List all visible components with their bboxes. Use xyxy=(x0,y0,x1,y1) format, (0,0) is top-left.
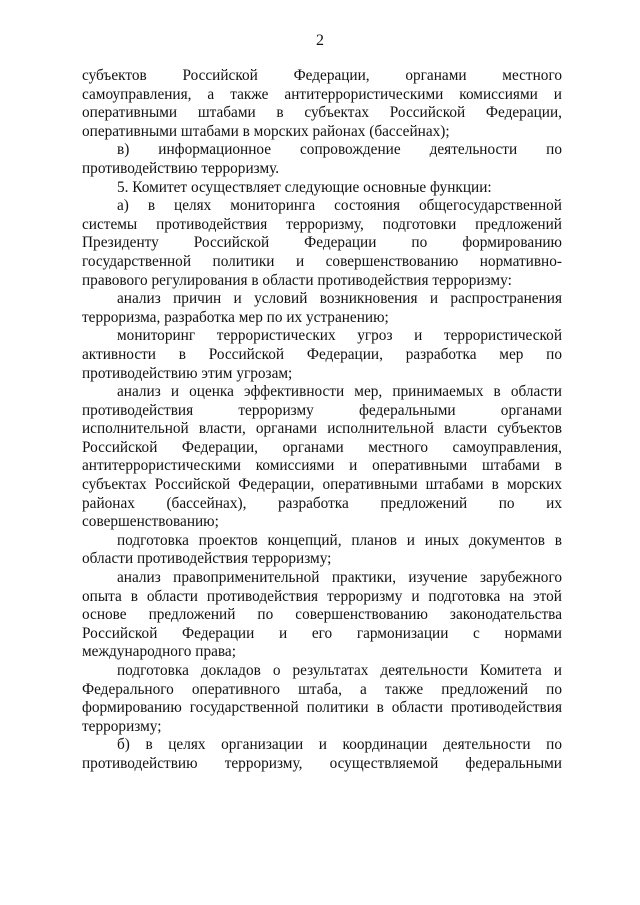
text-line: антитеррористическими комиссиями и оперативными штабами в xyxy=(82,457,562,475)
text-line: оперативными штабами в морских районах (бассейнах); xyxy=(82,122,450,140)
text-line: анализ правоприменительной практики, изучение зарубежного xyxy=(117,569,562,587)
text-line: основе предложений по совершенствованию законодательства xyxy=(82,606,562,624)
text-line: подготовка проектов концепций, планов и иных документов в xyxy=(117,531,562,549)
text-line: терроризма, разработка мер по их устранению; xyxy=(82,308,389,326)
text-line: а) в целях мониторинга состояния общегосударственной xyxy=(117,197,562,215)
text-line: противодействию терроризму, осуществляемой федеральными xyxy=(82,754,562,772)
text-line: анализ и оценка эффективности мер, принимаемых в области xyxy=(117,383,562,401)
document-body xyxy=(82,67,562,774)
text-line: противодействию этим угрозам; xyxy=(82,364,293,382)
text-line: исполнительной власти, органами исполнительной власти субъектов xyxy=(82,420,562,438)
text-line: государственной политики и совершенствованию нормативно- xyxy=(82,252,562,270)
text-line: активности в Российской Федерации, разработка мер по xyxy=(82,345,562,363)
text-line: опыта в области противодействия терроризму и подготовка на этой xyxy=(82,587,562,605)
text-line: районах (бассейнах), разработка предложений по их xyxy=(82,494,562,512)
text-line: правового регулирования в области противодействия терроризму: xyxy=(82,271,512,289)
text-line: терроризму; xyxy=(82,717,162,735)
text-line: Президенту Российской Федерации по формированию xyxy=(82,234,562,252)
text-line: мониторинг террористических угроз и террористической xyxy=(117,327,562,345)
text-line: б) в целях организации и координации деятельности по xyxy=(117,736,562,754)
text-line: в) информационное сопровождение деятельности по xyxy=(117,141,562,159)
text-line: субъектов Российской Федерации, органами местного xyxy=(82,67,562,84)
text-line: противодействию терроризму. xyxy=(82,159,280,177)
text-line: самоуправления, а также антитеррористическими комиссиями и xyxy=(82,85,562,103)
text-line: Федерального оперативного штаба, а также предложений по xyxy=(82,680,562,698)
text-line: подготовка докладов о результатах деятельности Комитета и xyxy=(117,662,562,679)
text-line: международного права; xyxy=(82,643,236,661)
text-line: 5. Комитет осуществляет следующие основные функции: xyxy=(117,178,492,196)
text-line: анализ причин и условий возникновения и распространения xyxy=(117,290,562,308)
text-line: области противодействия терроризму; xyxy=(82,550,332,568)
text-line: формированию государственной политики в области противодействия xyxy=(82,699,562,717)
text-line: противодействия терроризму федеральными органами xyxy=(82,401,562,419)
page-number: 2 xyxy=(316,32,324,49)
text-line: оперативными штабами в субъектах Российской Федерации, xyxy=(82,104,562,122)
text-line: Российской Федерации и его гармонизации с нормами xyxy=(82,624,562,642)
text-line: Российской Федерации, органами местного самоуправления, xyxy=(82,438,562,456)
text-line: совершенствованию; xyxy=(82,513,219,531)
text-line: системы противодействия терроризму, подготовки предложений xyxy=(82,215,562,233)
text-line: субъектах Российской Федерации, оперативными штабами в морских xyxy=(82,476,562,494)
